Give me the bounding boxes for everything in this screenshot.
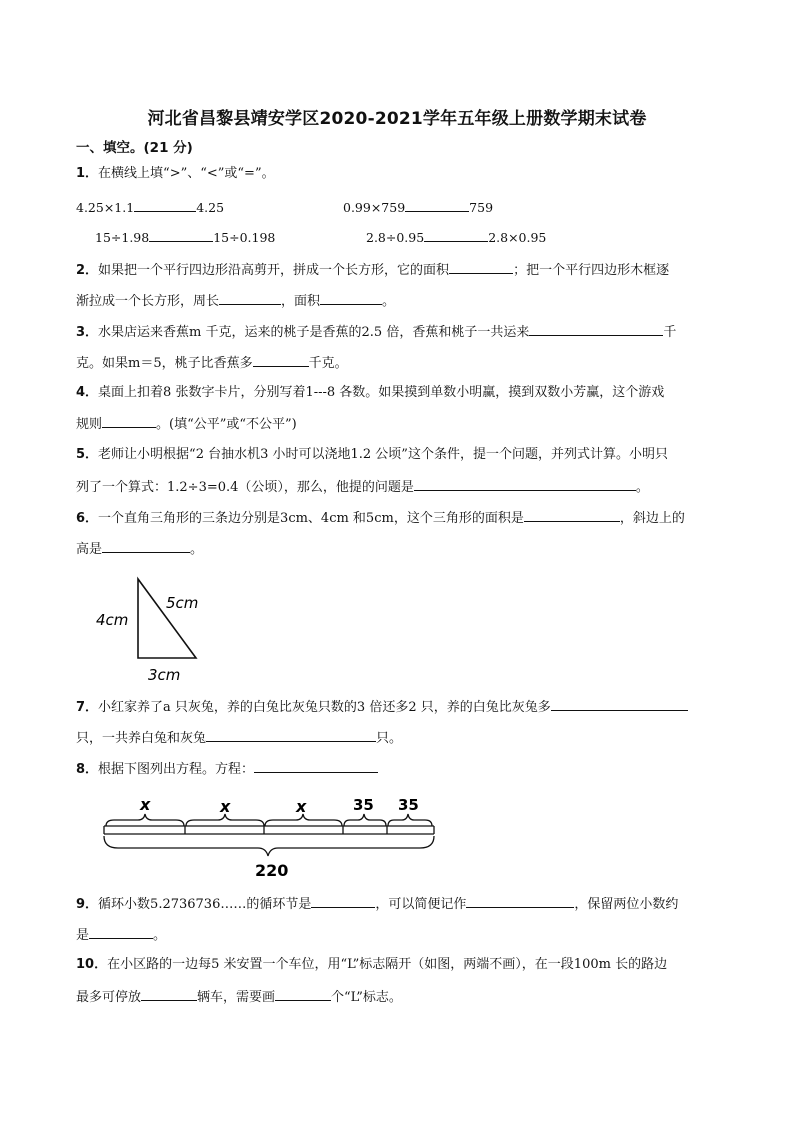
segment-label: 35 <box>398 796 419 814</box>
question-text: 只，一共养白兔和灰兔 <box>76 731 207 746</box>
question-1 <box>76 165 275 183</box>
question-text: 克。如果m＝5，桃子比香蕉多 <box>76 356 253 371</box>
page-title: 河北省昌黎县靖安学区2020-2021学年五年级上册数学期末试卷 <box>147 109 647 129</box>
expression: 2.8×0.95 <box>488 230 547 245</box>
question-text: 。 <box>635 480 649 495</box>
question-text: 千克。 <box>308 356 348 371</box>
triangle-figure <box>88 572 238 690</box>
question-text: 。 <box>153 928 167 943</box>
total-label: 220 <box>255 861 289 880</box>
question-text: 。 <box>382 294 396 309</box>
question-number: 7． <box>76 700 99 715</box>
q1-item-c <box>95 228 275 247</box>
question-3-line-2 <box>76 353 348 373</box>
question-text: 在横线上填“>”、“<”或“=”。 <box>98 166 275 181</box>
brace-4 <box>344 814 386 826</box>
question-text: ，保留两位小数约 <box>574 897 679 912</box>
question-text: 水果店运来香蕉m 千克，运来的桃子是香蕉的2.5 倍，香蕉和桃子一共运来 <box>98 325 530 340</box>
q1-item-d <box>366 228 546 245</box>
question-9-line-2 <box>76 925 166 945</box>
question-text: ；把一个平行四边形木框逐 <box>513 263 670 278</box>
question-7 <box>76 697 688 717</box>
question-10-line-2 <box>76 987 402 1007</box>
question-text: 只。 <box>376 731 403 746</box>
brace-5 <box>388 814 432 826</box>
question-text: ，面积 <box>281 294 321 309</box>
expression: 2.8÷0.95 <box>366 230 425 245</box>
answer-blank[interactable] <box>551 697 688 711</box>
question-text: 小红家养了a 只灰兔，养的白兔比灰兔只数的3 倍还多2 只，养的白兔比灰兔多 <box>98 700 551 715</box>
section-heading: 一、填空。(21 分) <box>76 140 193 156</box>
answer-blank[interactable] <box>311 894 375 908</box>
question-number: 10． <box>76 957 108 972</box>
brace-1 <box>106 814 184 826</box>
question-text: 如果把一个平行四边形沿高剪开，拼成一个长方形，它的面积 <box>98 263 450 278</box>
expression: 0.99×759 <box>343 200 406 215</box>
answer-blank[interactable] <box>405 198 469 212</box>
question-number: 4． <box>76 385 99 400</box>
triangle-bottom-label: 3cm <box>148 666 181 684</box>
segment-diagram <box>100 790 445 882</box>
question-number: 8． <box>76 762 99 777</box>
answer-blank[interactable] <box>320 291 382 305</box>
answer-blank[interactable] <box>414 477 636 491</box>
question-text: 。(填“公平”或“不公平”) <box>156 417 297 432</box>
answer-blank[interactable] <box>89 925 153 939</box>
question-text: 一个直角三角形的三条边分别是3cm、4cm 和5cm，这个三角形的面积是 <box>98 511 524 526</box>
expression: 15÷0.198 <box>213 230 276 245</box>
triangle-left-label: 4cm <box>96 611 129 629</box>
question-number: 2． <box>76 263 99 278</box>
segment-label: x <box>140 795 151 814</box>
segment-label: 35 <box>353 796 374 814</box>
question-text: 。 <box>190 542 204 557</box>
answer-blank[interactable] <box>524 508 620 522</box>
question-7-line-2 <box>76 728 402 748</box>
expression: 4.25 <box>196 200 225 215</box>
answer-blank[interactable] <box>275 987 331 1001</box>
q1-item-a <box>76 198 224 217</box>
question-3 <box>76 322 676 342</box>
question-5-line-2 <box>76 477 649 497</box>
question-text: 循环小数5.2736736……的循环节是 <box>98 897 312 912</box>
answer-blank[interactable] <box>206 728 376 742</box>
question-text: 老师让小明根据“2 台抽水机3 小时可以浇地1.2 公顷”这个条件，提一个问题，并列式计算。小明只 <box>98 447 668 462</box>
question-text: 规则 <box>76 417 103 432</box>
answer-blank[interactable] <box>102 414 156 428</box>
total-brace <box>104 836 434 856</box>
right-triangle-shape <box>138 579 199 658</box>
question-text: 高是 <box>76 542 103 557</box>
question-8 <box>76 759 378 779</box>
question-4-line-2 <box>76 414 297 434</box>
question-text: 千 <box>663 325 677 340</box>
question-2 <box>76 260 669 280</box>
answer-blank[interactable] <box>253 353 309 367</box>
question-9 <box>76 894 678 914</box>
question-text: 辆车，需要画 <box>197 990 276 1005</box>
question-10 <box>76 956 667 974</box>
question-text: 在小区路的一边每5 米安置一个车位，用“L”标志隔开（如图，两端不画），在一段100m 长的路边 <box>107 957 668 972</box>
answer-blank[interactable] <box>219 291 281 305</box>
question-number: 1． <box>76 166 99 181</box>
question-number: 3． <box>76 325 99 340</box>
answer-blank[interactable] <box>424 228 488 242</box>
q1-item-b <box>343 198 493 215</box>
question-text: 是 <box>76 928 90 943</box>
question-2-line-2 <box>76 291 395 311</box>
question-text: 渐拉成一个长方形，周长 <box>76 294 220 309</box>
triangle-hypotenuse-label: 5cm <box>166 594 199 612</box>
expression: 4.25×1.1 <box>76 200 135 215</box>
question-text: 桌面上扣着8 张数字卡片，分别写着1---8 各数。如果摸到单数小明赢，摸到双数小芳赢，这个游戏 <box>98 385 665 400</box>
answer-blank[interactable] <box>102 539 190 553</box>
question-text: ，可以简便记作 <box>375 897 467 912</box>
segment-label: x <box>220 797 231 816</box>
expression: 759 <box>469 200 494 215</box>
answer-blank[interactable] <box>529 322 663 336</box>
question-number: 6． <box>76 511 99 526</box>
question-text: 最多可停放 <box>76 990 142 1005</box>
question-5 <box>76 446 668 464</box>
answer-blank[interactable] <box>149 228 213 242</box>
question-number: 9． <box>76 897 99 912</box>
question-6-line-2 <box>76 539 203 559</box>
answer-blank[interactable] <box>449 260 513 274</box>
question-6 <box>76 508 685 528</box>
answer-blank[interactable] <box>134 198 196 212</box>
answer-blank[interactable] <box>141 987 197 1001</box>
question-text: 列了一个算式：1.2÷3=0.4（公顷），那么，他提的问题是 <box>76 480 414 495</box>
question-number: 5． <box>76 447 99 462</box>
question-text: 个“L”标志。 <box>331 990 402 1005</box>
answer-blank[interactable] <box>466 894 574 908</box>
answer-blank[interactable] <box>254 759 378 773</box>
question-text: ，斜边上的 <box>619 511 685 526</box>
segment-label: x <box>296 797 307 816</box>
expression: 15÷1.98 <box>95 230 150 245</box>
question-text: 根据下图列出方程。方程： <box>98 762 255 777</box>
question-4 <box>76 384 664 402</box>
